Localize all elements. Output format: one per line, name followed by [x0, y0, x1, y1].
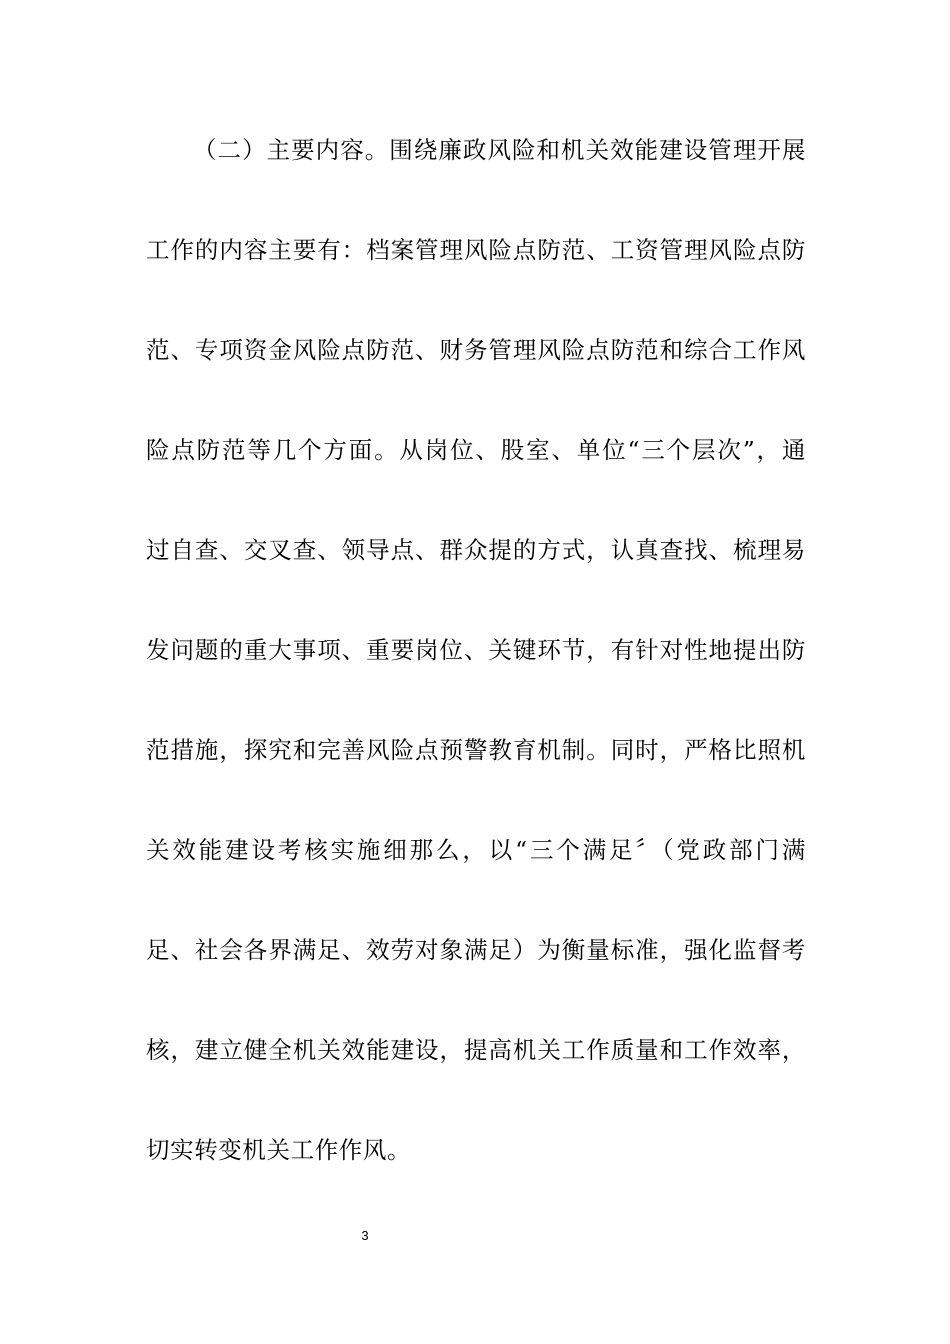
paragraph-line-7: 范措施，探究和完善风险点预警教育机制。同时，严格比照机 — [146, 736, 806, 764]
paragraph-line-8: 关效能建设考核实施细那么，以“三个满足〞（党政部门满 — [146, 836, 806, 864]
paragraph-line-10: 核，建立健全机关效能建设，提高机关工作质量和工作效率， — [146, 1036, 806, 1064]
paragraph-line-6: 发问题的重大事项、重要岗位、关键环节，有针对性地提出防 — [146, 636, 806, 664]
body-paragraph — [146, 126, 806, 1226]
paragraph-line-2: 工作的内容主要有：档案管理风险点防范、工资管理风险点防 — [146, 236, 806, 264]
paragraph-line-4: 险点防范等几个方面。从岗位、股室、单位“三个层次”，通 — [146, 436, 806, 464]
paragraph-line-5: 过自查、交叉查、领导点、群众提的方式，认真查找、梳理易 — [146, 536, 806, 564]
paragraph-line-3: 范、专项资金风险点防范、财务管理风险点防范和综合工作风 — [146, 336, 806, 364]
paragraph-line-9: 足、社会各界满足、效劳对象满足）为衡量标准，强化监督考 — [146, 936, 806, 964]
page-number: 3 — [361, 1228, 369, 1243]
paragraph-line-1: （二）主要内容。围绕廉政风险和机关效能建设管理开展 — [193, 136, 806, 164]
paragraph-line-11: 切实转变机关工作作风。 — [146, 1136, 412, 1164]
